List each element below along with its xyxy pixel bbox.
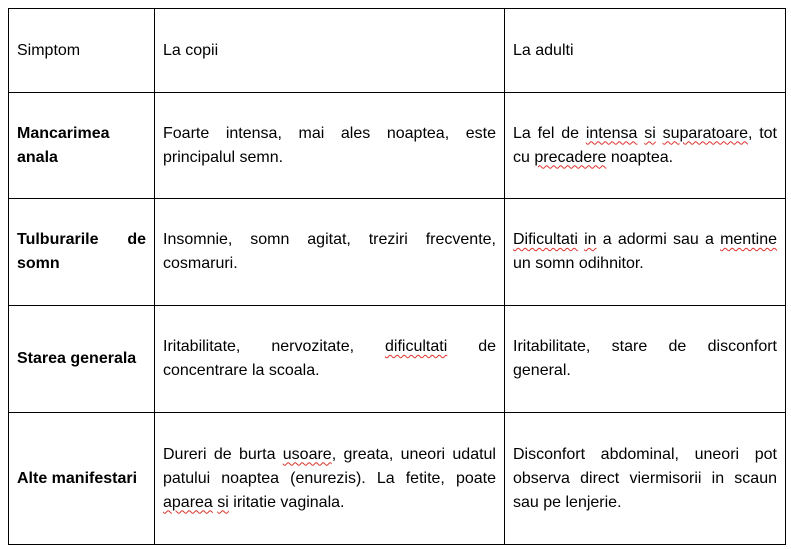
adults-cell[interactable] <box>505 306 786 413</box>
cell-text: de concentrare la scoala. <box>163 338 497 379</box>
cell-text: Foarte intensa, mai ales noaptea, este principalul semn. <box>163 124 496 166</box>
misspelled-word: aparea <box>163 493 213 511</box>
adults-cell[interactable] <box>505 199 786 306</box>
header-symptom[interactable]: Simptom <box>9 9 155 93</box>
misspelled-word: intensa <box>585 124 638 142</box>
cell-text: noaptea. <box>606 148 674 166</box>
symptom-cell[interactable]: Alte manifestari <box>9 413 155 545</box>
adults-cell[interactable] <box>505 413 786 545</box>
misspelled-word: mentine <box>720 231 777 248</box>
header-children[interactable]: La copii <box>155 9 505 93</box>
children-cell[interactable] <box>155 413 505 545</box>
misspelled-word: usoare <box>282 445 332 463</box>
cell-text: Dureri de burta <box>163 445 283 463</box>
cell-text: La fel de <box>513 124 586 142</box>
header-adults[interactable]: La adulti <box>505 9 786 93</box>
cell-text: Disconfort abdominal, uneori pot observa direct viermisorii in scaun sau pe lenjerie. <box>513 445 777 511</box>
cell-text: a adormi sau a <box>596 231 721 248</box>
misspelled-word: in <box>584 231 597 248</box>
symptom-cell[interactable]: Starea generala <box>9 306 155 413</box>
cell-text: Iritabilitate, nervozitate, <box>163 338 385 355</box>
misspelled-word: precadere <box>534 148 607 166</box>
adults-cell[interactable] <box>505 93 786 199</box>
misspelled-word: si <box>644 124 656 142</box>
table-row <box>9 199 786 306</box>
cell-text <box>656 125 663 142</box>
symptom-cell[interactable]: Mancarimea anala <box>9 93 155 199</box>
cell-text: , tot cu <box>513 124 778 166</box>
table-row <box>9 93 786 199</box>
cell-text: Iritabilitate, stare de disconfort general. <box>513 338 777 379</box>
children-cell[interactable] <box>155 199 505 306</box>
cell-text: un somn odihnitor. <box>513 255 644 272</box>
misspelled-word: si <box>217 493 229 511</box>
header-row <box>9 9 786 93</box>
symptoms-table <box>8 8 786 545</box>
children-cell[interactable] <box>155 93 505 199</box>
misspelled-word: dificultati <box>385 338 448 355</box>
table-row <box>9 413 786 545</box>
misspelled-word: suparatoare <box>662 124 748 142</box>
symptom-cell[interactable]: Tulburarile de somn <box>9 199 155 306</box>
table-row <box>9 306 786 413</box>
misspelled-word: Dificultati <box>513 231 578 248</box>
cell-text: Insomnie, somn agitat, treziri frecvente, cosmaruri. <box>163 231 496 272</box>
cell-text: iritatie vaginala. <box>228 493 345 511</box>
children-cell[interactable] <box>155 306 505 413</box>
cell-text: , greata, uneori udatul patului noaptea (enurezis). La fetite, poate <box>163 445 496 487</box>
